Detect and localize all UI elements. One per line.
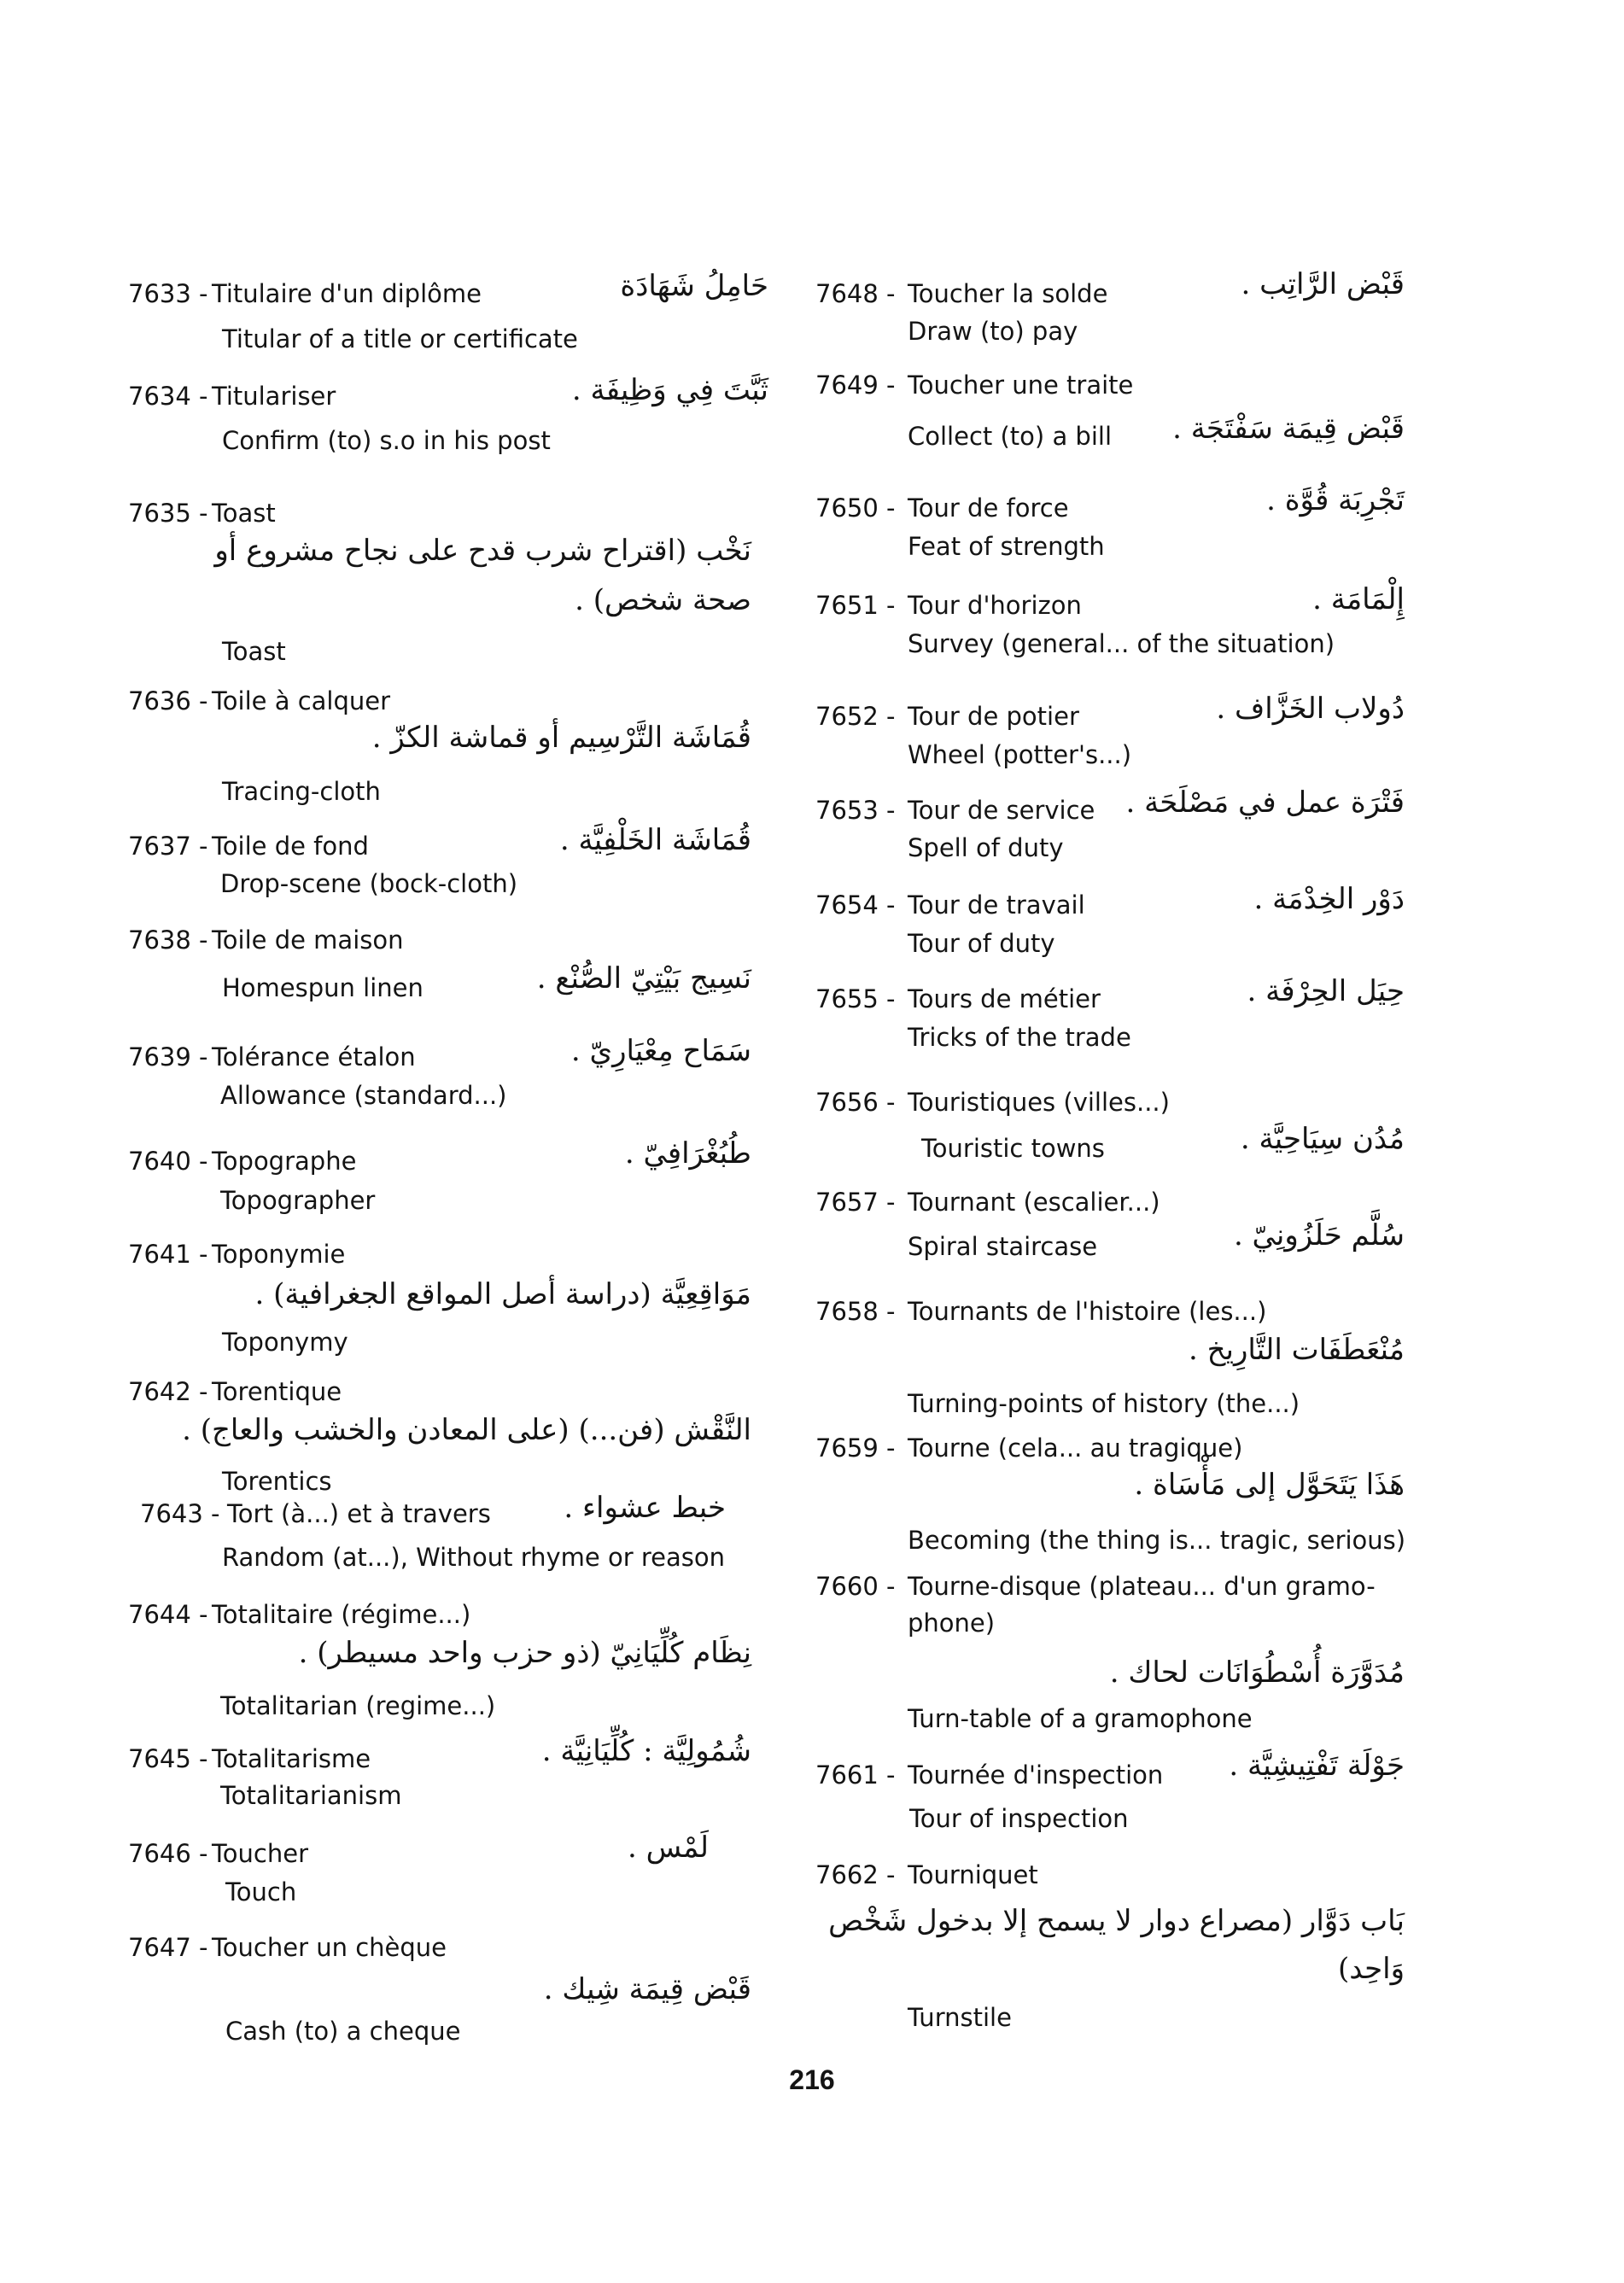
entry-arabic: قَبْض قِيمَة سَفْتَجَة . (1172, 412, 1405, 446)
entry-arabic: قَبْض قِيمَة شِيك . (543, 1972, 751, 2006)
entry-headword: Tour de potier (908, 702, 1079, 731)
entry-arabic: هَذَا يَتَحَوَّل إلى مَأْسَاة . (1134, 1468, 1405, 1502)
entry-gloss: Becoming (the thing is... tragic, serious) (908, 1526, 1406, 1555)
entry-headword: Tourniquet (908, 1860, 1038, 1889)
entry-number: 7661 - (815, 1760, 896, 1790)
entry-arabic: دُولاب الخَزَّاف . (1216, 692, 1405, 726)
entry-arabic: بَاب دَوَّار (مصراع دوار لا يسمح إلا بدخول شَخْص وَاحِد) (828, 1904, 1405, 1987)
entry-number: 7642 - (128, 1377, 208, 1406)
entry-arabic: مُنْعَطَفَات التَّارِيخ . (1188, 1333, 1405, 1367)
entry-headword: Tours de métier (908, 984, 1101, 1013)
entry-gloss: Random (at...), Without rhyme or reason (222, 1543, 725, 1572)
entry-number: 7652 - (815, 702, 896, 731)
entry-gloss: Totalitarian (regime...) (220, 1691, 496, 1720)
entry-headword: Tour de force (908, 493, 1069, 523)
entry-gloss: Turnstile (908, 2003, 1012, 2032)
entry-arabic: دَوْر الخِدْمَة . (1253, 882, 1405, 916)
entry-gloss: Tour of duty (908, 929, 1055, 958)
entry-number: 7653 - (815, 796, 896, 825)
entry-arabic: حِيَل الحِرْفَة . (1247, 974, 1405, 1008)
entry-arabic: سُلَّم حَلَزُونِيّ . (1233, 1218, 1405, 1252)
entry-gloss: Survey (general... of the situation) (908, 629, 1335, 658)
entry-number: 7640 - (128, 1147, 208, 1176)
entry-number: 7644 - (128, 1600, 208, 1629)
page-number: 216 (789, 2064, 835, 2095)
entry-headword: Tolérance étalon (212, 1042, 416, 1071)
entry-headword: Touristiques (villes...) (908, 1088, 1170, 1117)
entry-number: 7635 - (128, 499, 208, 528)
entry-headword: Toucher (212, 1839, 308, 1868)
entry-gloss: Toast (222, 637, 286, 666)
entry-number: 7655 - (815, 984, 896, 1013)
entry-gloss: Touristic towns (921, 1134, 1105, 1163)
entry-headword: Toile de fond (212, 832, 369, 861)
entry-arabic: النَّقْش (فن...) (على المعادن والخشب والعاج) . (182, 1413, 751, 1447)
entry-number: 7634 - (128, 382, 208, 411)
entry-gloss: Turn-table of a gramophone (908, 1704, 1253, 1733)
entry-gloss: Turning-points of history (the...) (908, 1389, 1300, 1418)
entry-gloss: Totalitarianism (220, 1781, 402, 1810)
entry-number: 7662 - (815, 1860, 896, 1889)
entry-headword: Toucher la solde (908, 279, 1108, 308)
entry-gloss: Feat of strength (908, 532, 1105, 561)
entry-number: 7656 - (815, 1088, 896, 1117)
entry-number: 7654 - (815, 890, 896, 920)
entry-number: 7647 - (128, 1933, 208, 1962)
entry-gloss: Touch (225, 1877, 297, 1906)
entry-number: 7660 - (815, 1572, 896, 1601)
entry-arabic: نَسِيج بَيْتِيّ الصُّنْع . (536, 961, 751, 996)
entry-headword: Totalitaire (régime...) (212, 1600, 471, 1629)
entry-gloss: Confirm (to) s.o in his post (222, 426, 551, 455)
entry-number: 7657 - (815, 1188, 896, 1217)
entry-arabic: مُدُن سِيَاحِيَّة . (1240, 1122, 1405, 1156)
entry-arabic: سَمَاح مِعْيَارِيّ . (570, 1034, 751, 1068)
entry-arabic: تَجْرِبَة قُوَّة . (1266, 483, 1405, 517)
entry-number: 7645 - (128, 1744, 208, 1773)
entry-gloss: Homespun linen (222, 973, 424, 1002)
entry-number: 7646 - (128, 1839, 208, 1868)
entry-number: 7641 - (128, 1240, 208, 1269)
entry-headword: Tournants de l'histoire (les...) (908, 1297, 1267, 1326)
entry-arabic: قُمَاشَة الخَلْفِيَّة . (559, 823, 751, 857)
entry-headword: Toile à calquer (212, 686, 391, 715)
entry-headword: Tour de travail (908, 890, 1085, 920)
entry-gloss: Topographer (220, 1186, 376, 1215)
entry-headword: Topographe (212, 1147, 357, 1176)
entry-arabic: خبط عشواء . (564, 1491, 726, 1525)
entry-gloss: Toponymy (222, 1328, 348, 1357)
entry-gloss: Tour of inspection (909, 1804, 1129, 1833)
entry-gloss: Draw (to) pay (908, 317, 1078, 346)
entry-number: 7650 - (815, 493, 896, 523)
entry-arabic: مَوَاقِعِيَّة (دراسة أصل المواقع الجغرافية) . (254, 1277, 751, 1311)
entry-number: 7633 - (128, 279, 208, 308)
entry-headword: Tournée d'inspection (908, 1760, 1164, 1790)
entry-number: 7651 - (815, 591, 896, 620)
entry-arabic: مُدَوَّرَة أُسْطُوَانَات لحاك . (1109, 1655, 1405, 1690)
entry-headword: Toast (212, 499, 276, 528)
entry-number: 7637 - (128, 832, 208, 861)
entry-gloss: Tracing-cloth (222, 777, 381, 806)
entry-headword: Toucher une traite (908, 371, 1134, 400)
entry-headword: Titulaire d'un diplôme (212, 279, 482, 308)
entry-number: 7649 - (815, 371, 896, 400)
entry-number: 7648 - (815, 279, 896, 308)
entry-headword: Totalitarisme (212, 1744, 371, 1773)
entry-number: 7638 - (128, 925, 208, 955)
entry-headword: Toponymie (212, 1240, 346, 1269)
entry-arabic: حَامِلُ شَهَادَة (620, 269, 768, 303)
entry-headword: Toucher un chèque (212, 1933, 447, 1962)
entry-arabic: طُبُغْرَافِيّ . (624, 1136, 751, 1171)
entry-gloss: Spell of duty (908, 833, 1064, 862)
entry-headword: Torentique (212, 1377, 342, 1406)
entry-headword: Tort (à...) et à travers (227, 1499, 491, 1528)
entry-arabic: قَبْض الرَّاتِب . (1241, 267, 1405, 301)
entry-gloss: Cash (to) a cheque (225, 2017, 461, 2046)
entry-arabic: قُمَاشَة التَّرْسِيم أو قماشة الكزّ . (371, 721, 751, 755)
entry-arabic: نَخْب (اقتراح شرب قدح على نجاح مشروع أو صحة شخص) . (214, 534, 751, 617)
entry-arabic: إِلْمَامَة . (1312, 582, 1405, 616)
entry-number: 7659 - (815, 1433, 896, 1463)
entry-gloss: Wheel (potter's...) (908, 740, 1132, 769)
entry-number: 7643 - (140, 1499, 220, 1528)
entry-arabic: ثَبَّتَ فِي وَظِيفَة . (571, 373, 768, 407)
entry-headword: Tourne-disque (plateau... d'un gramo- (908, 1572, 1376, 1601)
entry-gloss: Drop-scene (bock-cloth) (220, 869, 518, 898)
entry-gloss: Spiral staircase (908, 1232, 1098, 1261)
entry-arabic: شُمُولِيَّة : كُلِّيَانِيَّة . (541, 1734, 751, 1768)
entry-gloss: Collect (to) a bill (908, 422, 1113, 451)
entry-gloss: Allowance (standard...) (220, 1081, 507, 1110)
entry-arabic: فَتْرَة عمل في مَصْلَحَة . (1125, 785, 1405, 820)
entry-number: 7636 - (128, 686, 208, 715)
entry-headword-continued: phone) (908, 1609, 996, 1638)
entry-headword: Tournant (escalier...) (908, 1188, 1160, 1217)
entry-headword: Toile de maison (212, 925, 404, 955)
entry-arabic: نِظَام كُلِّيَانِيّ (ذو حزب واحد مسيطر) . (298, 1636, 751, 1670)
entry-gloss: Titular of a title or certificate (222, 324, 578, 353)
entry-gloss: Torentics (222, 1467, 332, 1496)
entry-arabic: جَوْلَة تَفْتِيشِيَّة . (1229, 1749, 1405, 1783)
entry-headword: Titulariser (212, 382, 336, 411)
entry-number: 7658 - (815, 1297, 896, 1326)
entry-headword: Tour de service (908, 796, 1095, 825)
entry-arabic: لَمْس . (628, 1830, 709, 1865)
entry-headword: Tourne (cela... au tragique) (908, 1433, 1243, 1463)
entry-gloss: Tricks of the trade (908, 1023, 1131, 1052)
entry-headword: Tour d'horizon (908, 591, 1082, 620)
entry-number: 7639 - (128, 1042, 208, 1071)
